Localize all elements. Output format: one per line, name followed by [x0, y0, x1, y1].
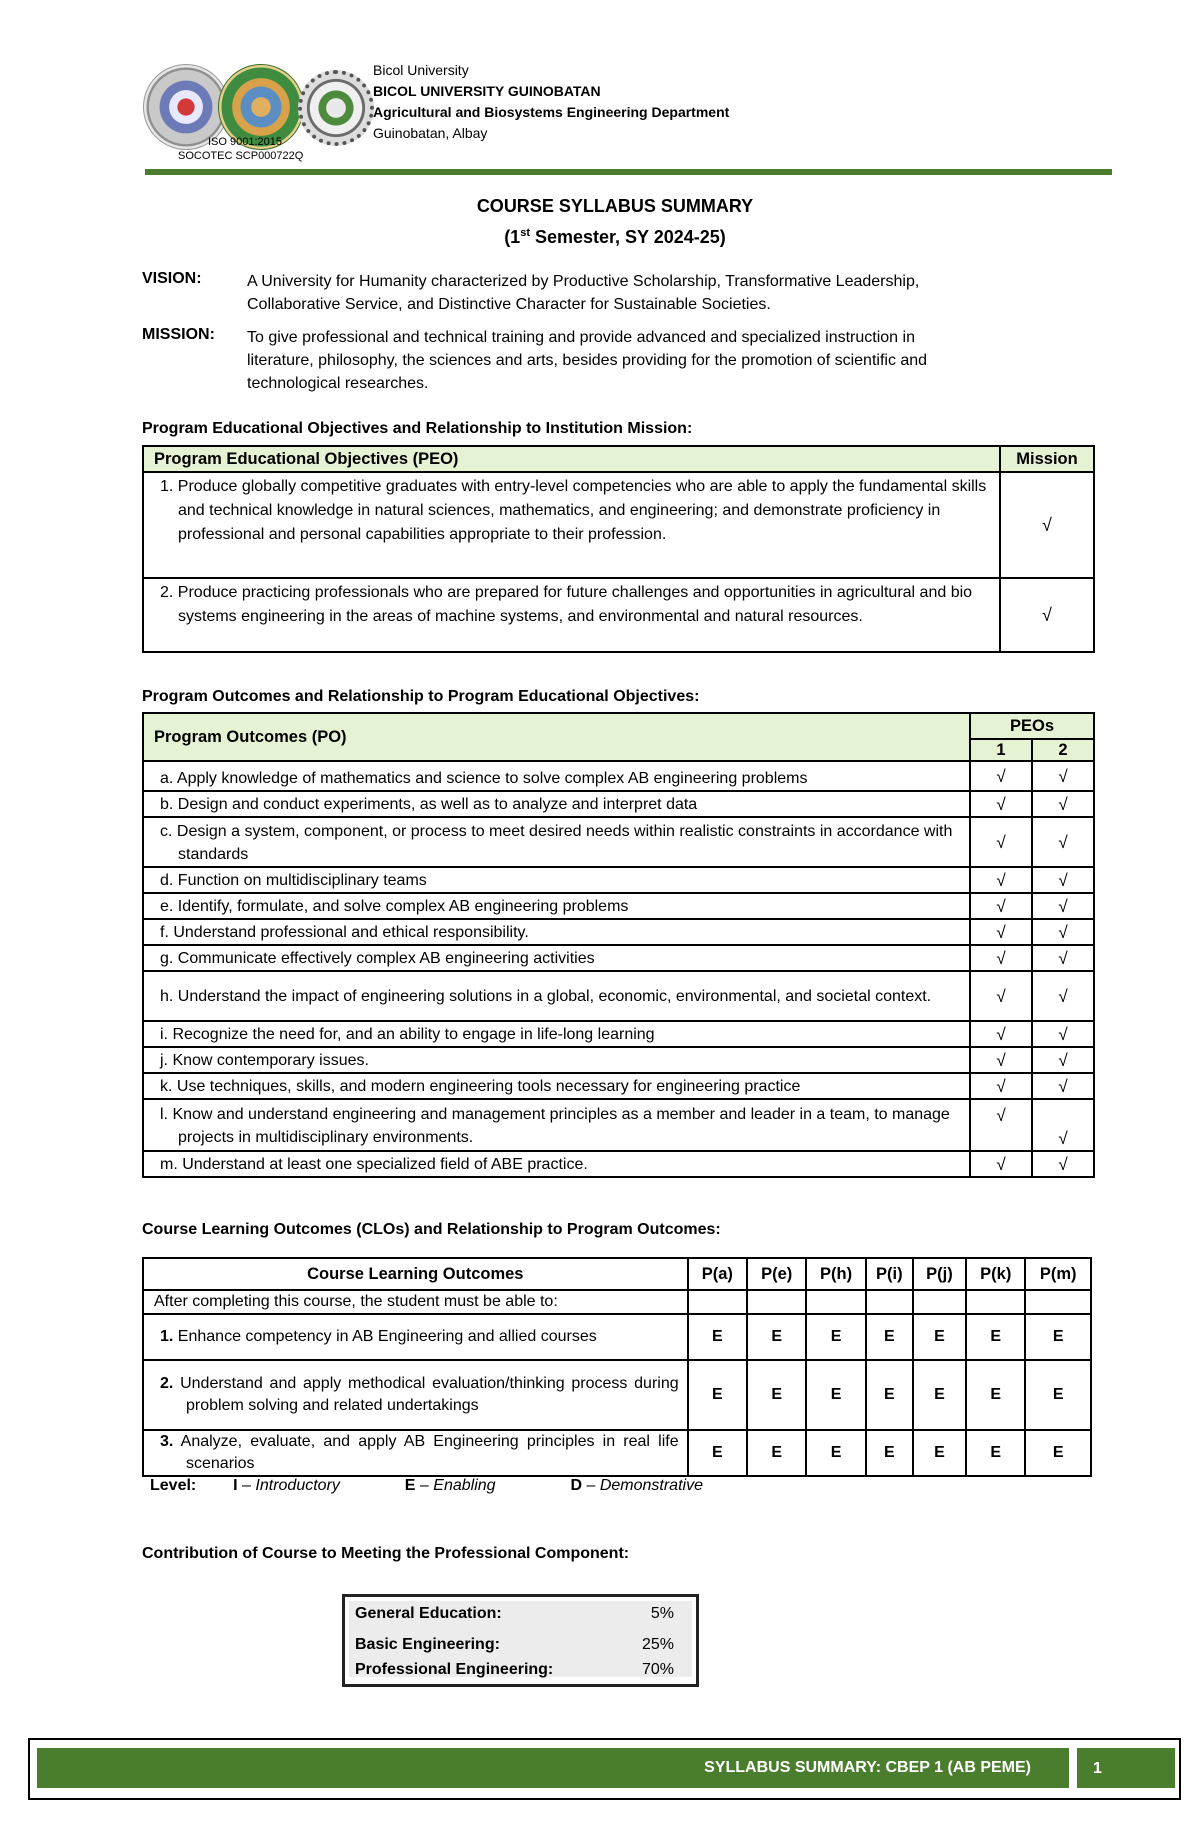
- table-row: [143, 919, 1094, 945]
- footer-bar: [37, 1748, 1069, 1788]
- level-cell: E: [866, 1430, 913, 1476]
- campus-location: Guinobatan, Albay: [373, 125, 488, 141]
- level-cell: E: [1025, 1360, 1091, 1430]
- po-text: m. Understand at least one specialized field of ABE practice.: [143, 1151, 970, 1177]
- page-number: 1: [1093, 1760, 1102, 1777]
- department-name: Agricultural and Biosystems Engineering Department: [373, 104, 730, 120]
- level-cell: E: [913, 1314, 966, 1360]
- po-text: b. Design and conduct experiments, as well as to analyze and interpret data: [143, 791, 970, 817]
- po-text: k. Use techniques, skills, and modern engineering tools necessary for engineering practice: [143, 1073, 970, 1099]
- check-mark: √: [1032, 761, 1094, 791]
- pa-column-header: P(a): [688, 1258, 747, 1290]
- table-header-row: [143, 1258, 1091, 1290]
- check-mark: √: [1000, 472, 1094, 578]
- pe-column-header: P(e): [747, 1258, 806, 1290]
- po-text: f. Understand professional and ethical responsibility.: [143, 919, 970, 945]
- pi-column-header: P(i): [866, 1258, 913, 1290]
- peo2-column-header: 2: [1032, 739, 1094, 761]
- po-text: l. Know and understand engineering and management principles as a member and leader in a team, to manage projects in multidisciplinary environments.: [143, 1099, 970, 1151]
- university-header: [373, 60, 729, 144]
- table-row: [143, 1047, 1094, 1073]
- mission-label: MISSION:: [142, 326, 215, 343]
- level-cell: E: [688, 1430, 747, 1476]
- table-row: [143, 867, 1094, 893]
- check-mark: √: [1032, 867, 1094, 893]
- level-cell: E: [1025, 1430, 1091, 1476]
- po-table: [142, 712, 1095, 1178]
- university-name: Bicol University: [373, 62, 469, 78]
- po-text: g. Communicate effectively complex AB engineering activities: [143, 945, 970, 971]
- table-row: [143, 817, 1094, 867]
- pm-column-header: P(m): [1025, 1258, 1091, 1290]
- basic-engineering-row: Basic Engineering: 25%: [355, 1636, 674, 1653]
- level-cell: E: [913, 1360, 966, 1430]
- check-mark: √: [970, 791, 1032, 817]
- table-row: [143, 1290, 1091, 1314]
- header-divider: [145, 169, 1112, 175]
- table-row: [143, 1151, 1094, 1177]
- level-cell: E: [806, 1360, 865, 1430]
- peo-text: 2. Produce practicing professionals who are prepared for future challenges and opportunities in agricultural and bio systems engineering in the areas of machine systems, and environmental and natural resources.: [143, 578, 1000, 652]
- clo-text: 2. Understand and apply methodical evaluation/thinking process during problem solving and related undertakings: [143, 1360, 688, 1430]
- table-row: [143, 1360, 1091, 1430]
- check-mark: √: [970, 971, 1032, 1021]
- level-cell: E: [688, 1314, 747, 1360]
- professional-engineering-row: Professional Engineering: 70%: [355, 1661, 674, 1678]
- vision-label: VISION:: [142, 270, 202, 287]
- general-education-row: General Education: 5%: [355, 1605, 674, 1622]
- check-mark: √: [1032, 1073, 1094, 1099]
- vision-text: A University for Humanity characterized by Productive Scholarship, Transformative Leadership, Collaborative Service, and Distinctive Character for Sustainable Societies.: [247, 273, 920, 313]
- ph-column-header: P(h): [806, 1258, 865, 1290]
- check-mark: √: [1032, 791, 1094, 817]
- iso-certification: ISO 9001:2015: [208, 136, 283, 148]
- clo-table: [142, 1257, 1092, 1477]
- clo-intro: After completing this course, the student must be able to:: [143, 1290, 688, 1314]
- title-main: COURSE SYLLABUS SUMMARY: [476, 196, 754, 216]
- level-cell: E: [806, 1430, 865, 1476]
- check-mark: √: [970, 893, 1032, 919]
- table-header-row: [143, 713, 1094, 739]
- level-cell: E: [747, 1430, 806, 1476]
- po-text: j. Know contemporary issues.: [143, 1047, 970, 1073]
- check-mark: √: [970, 945, 1032, 971]
- po-column-header: Program Outcomes (PO): [143, 713, 970, 761]
- level-cell: E: [688, 1360, 747, 1430]
- table-row: [143, 1073, 1094, 1099]
- level-cell: E: [866, 1314, 913, 1360]
- contribution-box: [342, 1594, 699, 1687]
- level-legend: Level: I – Introductory E – Enabling D – Demonstrative: [150, 1477, 703, 1494]
- table-row: [143, 761, 1094, 791]
- po-text: h. Understand the impact of engineering solutions in a global, economic, environmental, and societal context.: [143, 971, 970, 1021]
- po-text: c. Design a system, component, or process to meet desired needs within realistic constraints in accordance with standards: [143, 817, 970, 867]
- level-cell: E: [1025, 1314, 1091, 1360]
- check-mark: √: [970, 919, 1032, 945]
- clo-heading: Course Learning Outcomes (CLOs) and Relationship to Program Outcomes:: [142, 1221, 721, 1238]
- po-text: i. Recognize the need for, and an ability to engage in life-long learning: [143, 1021, 970, 1047]
- title-semester: (1st Semester, SY 2024-25): [504, 227, 726, 247]
- level-cell: E: [747, 1360, 806, 1430]
- footer-text: SYLLABUS SUMMARY: CBEP 1 (AB PEME): [704, 1759, 1031, 1776]
- check-mark: √: [970, 867, 1032, 893]
- peo-heading: Program Educational Objectives and Relationship to Institution Mission:: [142, 420, 693, 437]
- mission-column-header: Mission: [1000, 446, 1094, 472]
- table-row: [143, 971, 1094, 1021]
- level-cell: E: [966, 1430, 1025, 1476]
- check-mark: √: [970, 817, 1032, 867]
- check-mark: √: [970, 1151, 1032, 1177]
- check-mark: √: [1032, 817, 1094, 867]
- check-mark: √: [1032, 1047, 1094, 1073]
- clo-text: 1. Enhance competency in AB Engineering and allied courses: [143, 1314, 688, 1360]
- table-row: [143, 1430, 1091, 1476]
- check-mark: √: [1032, 1099, 1094, 1151]
- page-number-box: [1077, 1748, 1175, 1788]
- table-row: [143, 1099, 1094, 1151]
- check-mark: √: [1032, 1151, 1094, 1177]
- peo-text: 1. Produce globally competitive graduates with entry-level competencies who are able to apply the fundamental skills and technical knowledge in natural sciences, mathematics, and engineering; and demonstrate proficiency in professional and personal capabilities appropriate to their profession.: [143, 472, 1000, 578]
- check-mark: √: [1032, 1021, 1094, 1047]
- engineering-department-seal-icon: [298, 70, 374, 146]
- check-mark: √: [1032, 893, 1094, 919]
- level-cell: E: [966, 1360, 1025, 1430]
- check-mark: √: [1000, 578, 1094, 652]
- table-row: [143, 945, 1094, 971]
- peo-column-header: Program Educational Objectives (PEO): [143, 446, 1000, 472]
- clo-column-header: Course Learning Outcomes: [143, 1258, 688, 1290]
- table-row: [143, 472, 1094, 578]
- pk-column-header: P(k): [966, 1258, 1025, 1290]
- campus-name: BICOL UNIVERSITY GUINOBATAN: [373, 83, 601, 99]
- check-mark: √: [970, 1047, 1032, 1073]
- level-cell: E: [866, 1360, 913, 1430]
- peos-column-header: PEOs: [970, 713, 1094, 739]
- peo-table: [142, 445, 1095, 653]
- check-mark: √: [970, 1073, 1032, 1099]
- table-header-row: [143, 446, 1094, 472]
- table-row: [143, 578, 1094, 652]
- check-mark: √: [970, 1021, 1032, 1047]
- peo1-column-header: 1: [970, 739, 1032, 761]
- level-cell: E: [913, 1430, 966, 1476]
- check-mark: √: [1032, 971, 1094, 1021]
- check-mark: √: [970, 1099, 1032, 1151]
- check-mark: √: [970, 761, 1032, 791]
- pj-column-header: P(j): [913, 1258, 966, 1290]
- po-text: e. Identify, formulate, and solve complex AB engineering problems: [143, 893, 970, 919]
- table-row: [143, 1314, 1091, 1360]
- level-cell: E: [966, 1314, 1025, 1360]
- table-row: [143, 791, 1094, 817]
- mission-text: To give professional and technical training and provide advanced and specialized instruction in literature, philosophy, the sciences and arts, besides providing for the promotion of scientific and technological researches.: [247, 329, 928, 392]
- document-title: [0, 193, 1200, 251]
- level-cell: E: [747, 1314, 806, 1360]
- socotec-code: SOCOTEC SCP000722Q: [178, 150, 304, 162]
- po-text: a. Apply knowledge of mathematics and science to solve complex AB engineering problems: [143, 761, 970, 791]
- po-heading: Program Outcomes and Relationship to Program Educational Objectives:: [142, 688, 700, 705]
- check-mark: √: [1032, 919, 1094, 945]
- check-mark: √: [1032, 945, 1094, 971]
- level-cell: E: [806, 1314, 865, 1360]
- po-text: d. Function on multidisciplinary teams: [143, 867, 970, 893]
- table-row: [143, 893, 1094, 919]
- clo-text: 3. Analyze, evaluate, and apply AB Engineering principles in real life scenarios: [143, 1430, 688, 1476]
- table-row: [143, 1021, 1094, 1047]
- contribution-heading: Contribution of Course to Meeting the Professional Component:: [142, 1545, 630, 1562]
